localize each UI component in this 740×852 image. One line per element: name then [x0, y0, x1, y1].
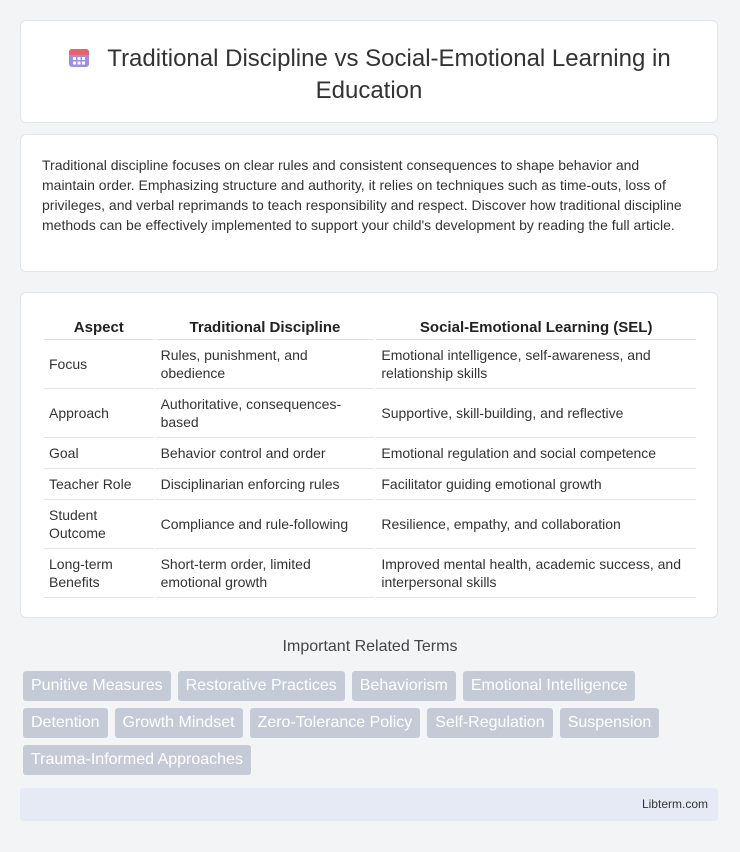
header-traditional: Traditional Discipline — [156, 313, 375, 340]
cell-aspect: Focus — [44, 340, 154, 389]
cell-traditional: Rules, punishment, and obedience — [156, 340, 375, 389]
page-title — [21, 44, 717, 105]
tag-growth-mindset[interactable]: Growth Mindset — [115, 708, 243, 738]
cell-traditional: Behavior control and order — [156, 438, 375, 469]
comparison-table — [42, 313, 698, 598]
header-sel: Social-Emotional Learning (SEL) — [376, 313, 696, 340]
cell-aspect: Approach — [44, 389, 154, 438]
tag-punitive-measures[interactable]: Punitive Measures — [23, 671, 171, 701]
cell-aspect: Student Outcome — [44, 500, 154, 549]
tag-zero-tolerance-policy[interactable]: Zero-Tolerance Policy — [250, 708, 421, 738]
table-row — [44, 340, 696, 389]
title-card — [20, 20, 718, 123]
table-row — [44, 549, 696, 598]
tag-emotional-intelligence[interactable]: Emotional Intelligence — [463, 671, 636, 701]
footer-brand-link[interactable]: Libterm.com — [641, 797, 708, 811]
calendar-icon — [67, 45, 91, 76]
cell-traditional: Disciplinarian enforcing rules — [156, 469, 375, 500]
summary-text: Traditional discipline focuses on clear rules and consistent consequences to shape behavior and maintain order. Emphasizing structure and authority, it relies on techniques such as time-outs, loss of privileges, and verbal reprimands to teach responsibility and respect. Discover how traditional discipline methods can be effectively implemented to support your child's development by reading the full article. — [42, 157, 682, 233]
cell-traditional: Compliance and rule-following — [156, 500, 375, 549]
header-aspect: Aspect — [44, 313, 154, 340]
tag-self-regulation[interactable]: Self-Regulation — [427, 708, 552, 738]
cell-sel: Resilience, empathy, and collaboration — [376, 500, 696, 549]
cell-sel: Emotional regulation and social competence — [376, 438, 696, 469]
tag-behaviorism[interactable]: Behaviorism — [352, 671, 456, 701]
tag-restorative-practices[interactable]: Restorative Practices — [178, 671, 345, 701]
footer — [20, 788, 718, 821]
related-terms-title: Important Related Terms — [282, 638, 458, 655]
cell-sel: Supportive, skill-building, and reflective — [376, 389, 696, 438]
tag-suspension[interactable]: Suspension — [560, 708, 660, 738]
cell-sel: Facilitator guiding emotional growth — [376, 469, 696, 500]
tag-trauma-informed-approaches[interactable]: Trauma-Informed Approaches — [23, 745, 251, 775]
table-row — [44, 469, 696, 500]
cell-aspect: Goal — [44, 438, 154, 469]
cell-traditional: Short-term order, limited emotional growth — [156, 549, 375, 598]
tag-detention[interactable]: Detention — [23, 708, 108, 738]
title-line-2: Education — [315, 77, 423, 104]
summary-card — [20, 134, 718, 272]
table-row — [44, 389, 696, 438]
cell-aspect: Long-term Benefits — [44, 549, 154, 598]
table-header-row — [44, 313, 696, 340]
table-row — [44, 438, 696, 469]
comparison-table-card — [20, 292, 718, 618]
cell-aspect: Teacher Role — [44, 469, 154, 500]
related-terms-list — [23, 671, 703, 775]
table-row — [44, 500, 696, 549]
cell-sel: Emotional intelligence, self-awareness, and relationship skills — [376, 340, 696, 389]
title-line-1: Traditional Discipline vs Social-Emotional Learning in — [107, 45, 671, 72]
cell-traditional: Authoritative, consequences-based — [156, 389, 375, 438]
cell-sel: Improved mental health, academic success, and interpersonal skills — [376, 549, 696, 598]
